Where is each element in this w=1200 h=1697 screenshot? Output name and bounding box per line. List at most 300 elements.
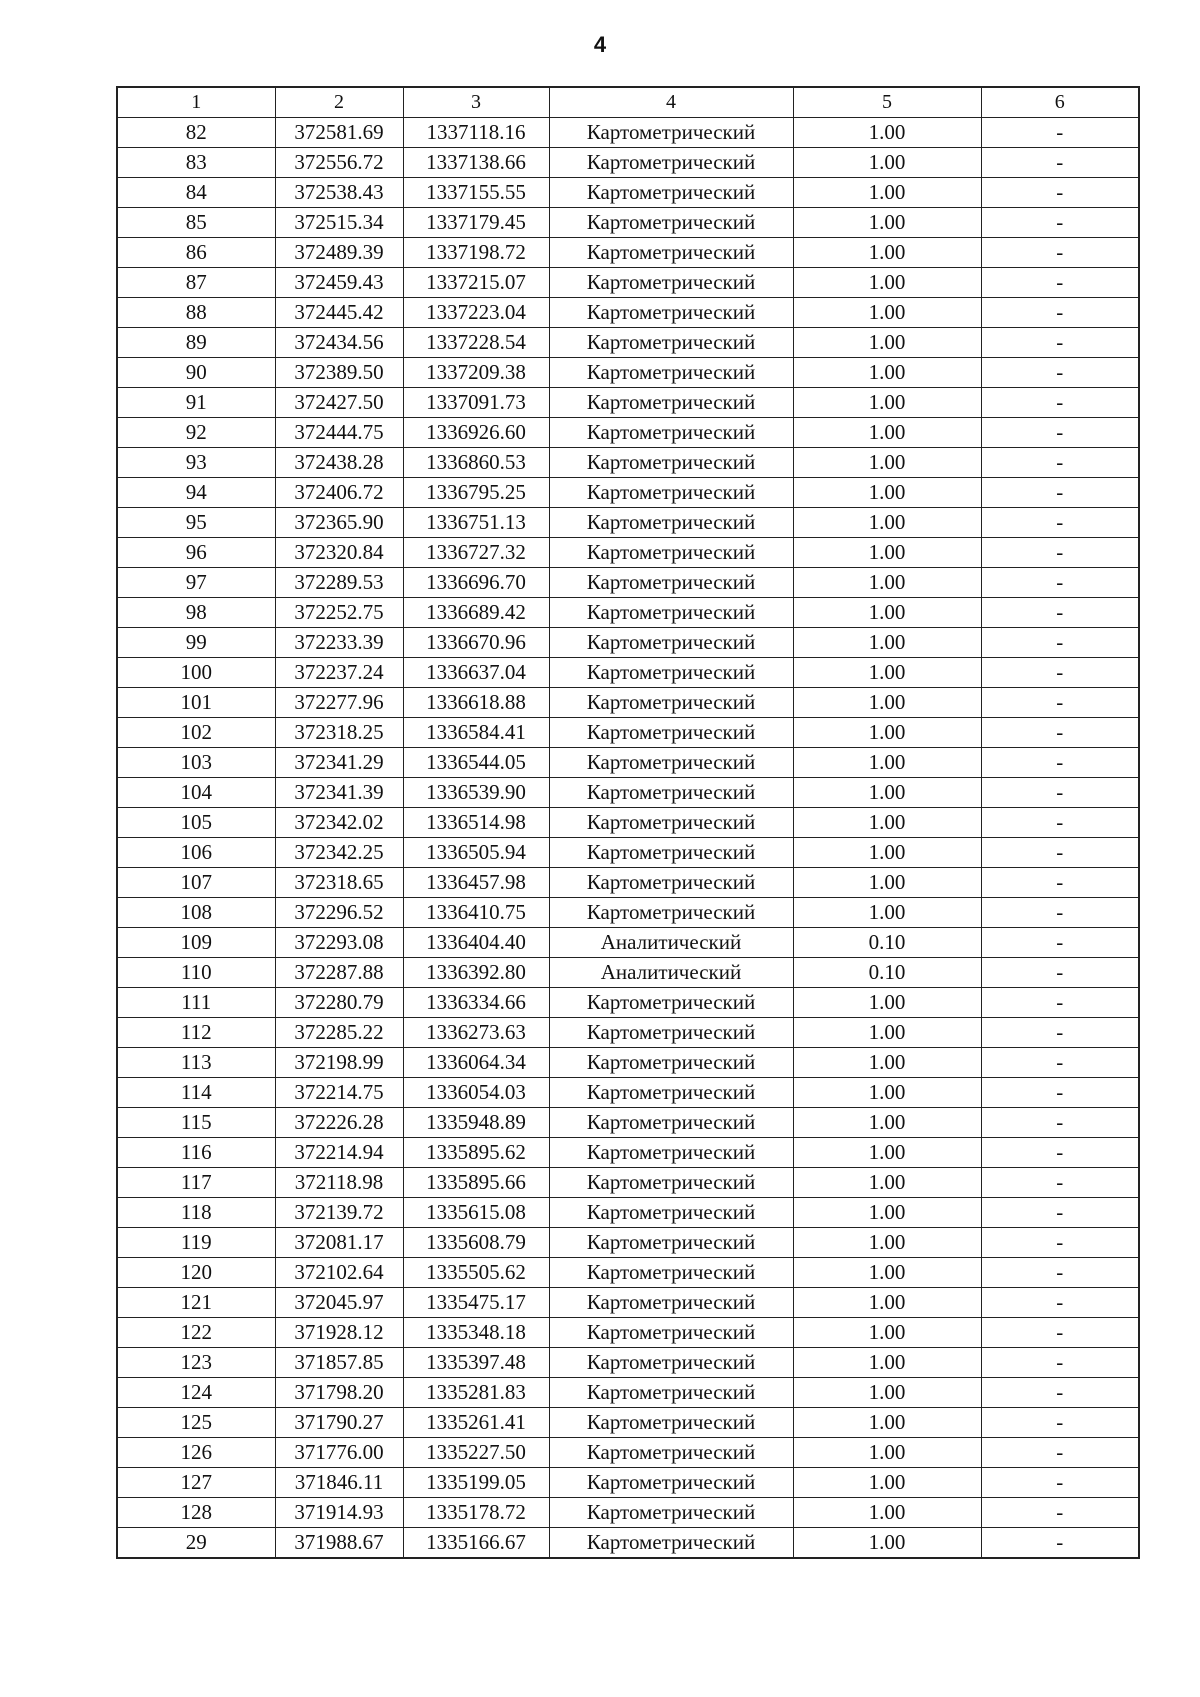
- accuracy-cell: 1.00: [793, 1138, 981, 1168]
- note-cell: -: [981, 208, 1139, 238]
- method-cell: Картометрический: [549, 868, 793, 898]
- y-coordinate-cell: 1335608.79: [403, 1228, 549, 1258]
- table-row: [117, 958, 1139, 988]
- accuracy-cell: 1.00: [793, 358, 981, 388]
- table-row: [117, 1318, 1139, 1348]
- accuracy-cell: 1.00: [793, 538, 981, 568]
- y-coordinate-cell: 1335895.66: [403, 1168, 549, 1198]
- y-coordinate-cell: 1336618.88: [403, 688, 549, 718]
- table-row: [117, 328, 1139, 358]
- y-coordinate-cell: 1336727.32: [403, 538, 549, 568]
- accuracy-cell: 1.00: [793, 238, 981, 268]
- x-coordinate-cell: 371798.20: [275, 1378, 403, 1408]
- x-coordinate-cell: 372081.17: [275, 1228, 403, 1258]
- table-row: [117, 1048, 1139, 1078]
- point-number-cell: 108: [117, 898, 275, 928]
- coordinates-table: [116, 86, 1140, 1559]
- y-coordinate-cell: 1335227.50: [403, 1438, 549, 1468]
- point-number-cell: 105: [117, 808, 275, 838]
- point-number-cell: 86: [117, 238, 275, 268]
- y-coordinate-cell: 1335261.41: [403, 1408, 549, 1438]
- table-row: [117, 238, 1139, 268]
- point-number-cell: 82: [117, 118, 275, 148]
- accuracy-cell: 1.00: [793, 1048, 981, 1078]
- point-number-cell: 87: [117, 268, 275, 298]
- table-row: [117, 1078, 1139, 1108]
- table-row: [117, 988, 1139, 1018]
- method-cell: Картометрический: [549, 1168, 793, 1198]
- table-row: [117, 178, 1139, 208]
- point-number-cell: 98: [117, 598, 275, 628]
- note-cell: -: [981, 838, 1139, 868]
- accuracy-cell: 1.00: [793, 298, 981, 328]
- method-cell: Картометрический: [549, 1438, 793, 1468]
- method-cell: Картометрический: [549, 1288, 793, 1318]
- note-cell: -: [981, 718, 1139, 748]
- point-number-cell: 128: [117, 1498, 275, 1528]
- y-coordinate-cell: 1335281.83: [403, 1378, 549, 1408]
- method-cell: Картометрический: [549, 178, 793, 208]
- x-coordinate-cell: 372118.98: [275, 1168, 403, 1198]
- table-row: [117, 928, 1139, 958]
- accuracy-cell: 1.00: [793, 1198, 981, 1228]
- accuracy-cell: 1.00: [793, 1528, 981, 1559]
- y-coordinate-cell: 1335348.18: [403, 1318, 549, 1348]
- method-cell: Картометрический: [549, 1528, 793, 1559]
- x-coordinate-cell: 372045.97: [275, 1288, 403, 1318]
- note-cell: -: [981, 808, 1139, 838]
- note-cell: -: [981, 868, 1139, 898]
- point-number-cell: 120: [117, 1258, 275, 1288]
- method-cell: Картометрический: [549, 1378, 793, 1408]
- method-cell: Картометрический: [549, 598, 793, 628]
- method-cell: Картометрический: [549, 538, 793, 568]
- x-coordinate-cell: 372444.75: [275, 418, 403, 448]
- accuracy-cell: 0.10: [793, 958, 981, 988]
- method-cell: Картометрический: [549, 1198, 793, 1228]
- note-cell: -: [981, 148, 1139, 178]
- point-number-cell: 29: [117, 1528, 275, 1559]
- point-number-cell: 96: [117, 538, 275, 568]
- y-coordinate-cell: 1336054.03: [403, 1078, 549, 1108]
- point-number-cell: 110: [117, 958, 275, 988]
- x-coordinate-cell: 371914.93: [275, 1498, 403, 1528]
- method-cell: Картометрический: [549, 118, 793, 148]
- method-cell: Картометрический: [549, 1318, 793, 1348]
- method-cell: Картометрический: [549, 1498, 793, 1528]
- column-header: 4: [549, 87, 793, 118]
- note-cell: -: [981, 1078, 1139, 1108]
- table-row: [117, 718, 1139, 748]
- table-row: [117, 538, 1139, 568]
- y-coordinate-cell: 1336926.60: [403, 418, 549, 448]
- note-cell: -: [981, 1258, 1139, 1288]
- method-cell: Картометрический: [549, 1018, 793, 1048]
- point-number-cell: 114: [117, 1078, 275, 1108]
- method-cell: Картометрический: [549, 418, 793, 448]
- accuracy-cell: 1.00: [793, 268, 981, 298]
- x-coordinate-cell: 372280.79: [275, 988, 403, 1018]
- accuracy-cell: 1.00: [793, 1318, 981, 1348]
- y-coordinate-cell: 1335505.62: [403, 1258, 549, 1288]
- note-cell: -: [981, 538, 1139, 568]
- point-number-cell: 121: [117, 1288, 275, 1318]
- note-cell: -: [981, 958, 1139, 988]
- note-cell: -: [981, 928, 1139, 958]
- method-cell: Картометрический: [549, 238, 793, 268]
- column-header: 5: [793, 87, 981, 118]
- x-coordinate-cell: 372318.25: [275, 718, 403, 748]
- method-cell: Картометрический: [549, 568, 793, 598]
- x-coordinate-cell: 372102.64: [275, 1258, 403, 1288]
- x-coordinate-cell: 372289.53: [275, 568, 403, 598]
- y-coordinate-cell: 1336544.05: [403, 748, 549, 778]
- page-number: 4: [593, 32, 607, 57]
- table-body: [117, 118, 1139, 1559]
- y-coordinate-cell: 1335166.67: [403, 1528, 549, 1559]
- point-number-cell: 93: [117, 448, 275, 478]
- table-row: [117, 568, 1139, 598]
- table-row: [117, 628, 1139, 658]
- accuracy-cell: 1.00: [793, 868, 981, 898]
- x-coordinate-cell: 372341.29: [275, 748, 403, 778]
- accuracy-cell: 1.00: [793, 1408, 981, 1438]
- x-coordinate-cell: 372296.52: [275, 898, 403, 928]
- method-cell: Картометрический: [549, 448, 793, 478]
- method-cell: Картометрический: [549, 1348, 793, 1378]
- accuracy-cell: 1.00: [793, 988, 981, 1018]
- point-number-cell: 94: [117, 478, 275, 508]
- x-coordinate-cell: 372233.39: [275, 628, 403, 658]
- y-coordinate-cell: 1335475.17: [403, 1288, 549, 1318]
- x-coordinate-cell: 372139.72: [275, 1198, 403, 1228]
- y-coordinate-cell: 1336514.98: [403, 808, 549, 838]
- point-number-cell: 123: [117, 1348, 275, 1378]
- point-number-cell: 89: [117, 328, 275, 358]
- note-cell: -: [981, 1378, 1139, 1408]
- note-cell: -: [981, 598, 1139, 628]
- x-coordinate-cell: 372427.50: [275, 388, 403, 418]
- table-row: [117, 1348, 1139, 1378]
- table-row: [117, 1288, 1139, 1318]
- accuracy-cell: 1.00: [793, 328, 981, 358]
- accuracy-cell: 1.00: [793, 658, 981, 688]
- y-coordinate-cell: 1337215.07: [403, 268, 549, 298]
- table-row: [117, 208, 1139, 238]
- point-number-cell: 118: [117, 1198, 275, 1228]
- point-number-cell: 106: [117, 838, 275, 868]
- accuracy-cell: 1.00: [793, 148, 981, 178]
- note-cell: -: [981, 298, 1139, 328]
- table-row: [117, 748, 1139, 778]
- accuracy-cell: 1.00: [793, 688, 981, 718]
- y-coordinate-cell: 1335397.48: [403, 1348, 549, 1378]
- point-number-cell: 85: [117, 208, 275, 238]
- accuracy-cell: 1.00: [793, 178, 981, 208]
- method-cell: Картометрический: [549, 508, 793, 538]
- point-number-cell: 83: [117, 148, 275, 178]
- y-coordinate-cell: 1335948.89: [403, 1108, 549, 1138]
- column-header: 6: [981, 87, 1139, 118]
- point-number-cell: 117: [117, 1168, 275, 1198]
- accuracy-cell: 1.00: [793, 838, 981, 868]
- method-cell: Картометрический: [549, 478, 793, 508]
- y-coordinate-cell: 1336064.34: [403, 1048, 549, 1078]
- point-number-cell: 111: [117, 988, 275, 1018]
- y-coordinate-cell: 1337223.04: [403, 298, 549, 328]
- point-number-cell: 127: [117, 1468, 275, 1498]
- method-cell: Аналитический: [549, 928, 793, 958]
- note-cell: -: [981, 1228, 1139, 1258]
- y-coordinate-cell: 1336689.42: [403, 598, 549, 628]
- note-cell: -: [981, 898, 1139, 928]
- x-coordinate-cell: 372342.02: [275, 808, 403, 838]
- table-row: [117, 1198, 1139, 1228]
- method-cell: Картометрический: [549, 358, 793, 388]
- note-cell: -: [981, 328, 1139, 358]
- accuracy-cell: 1.00: [793, 478, 981, 508]
- note-cell: -: [981, 1138, 1139, 1168]
- point-number-cell: 95: [117, 508, 275, 538]
- method-cell: Картометрический: [549, 1258, 793, 1288]
- accuracy-cell: 1.00: [793, 1258, 981, 1288]
- table-row: [117, 508, 1139, 538]
- note-cell: -: [981, 628, 1139, 658]
- table-row: [117, 358, 1139, 388]
- accuracy-cell: 1.00: [793, 628, 981, 658]
- note-cell: -: [981, 988, 1139, 1018]
- x-coordinate-cell: 372287.88: [275, 958, 403, 988]
- column-header: 2: [275, 87, 403, 118]
- note-cell: -: [981, 688, 1139, 718]
- y-coordinate-cell: 1337228.54: [403, 328, 549, 358]
- note-cell: -: [981, 1018, 1139, 1048]
- method-cell: Картометрический: [549, 628, 793, 658]
- table-header-row: [117, 87, 1139, 118]
- point-number-cell: 107: [117, 868, 275, 898]
- point-number-cell: 122: [117, 1318, 275, 1348]
- accuracy-cell: 1.00: [793, 598, 981, 628]
- table-row: [117, 478, 1139, 508]
- note-cell: -: [981, 118, 1139, 148]
- y-coordinate-cell: 1336539.90: [403, 778, 549, 808]
- note-cell: -: [981, 1108, 1139, 1138]
- y-coordinate-cell: 1336457.98: [403, 868, 549, 898]
- table-row: [117, 1528, 1139, 1559]
- note-cell: -: [981, 1318, 1139, 1348]
- accuracy-cell: 1.00: [793, 748, 981, 778]
- table-row: [117, 808, 1139, 838]
- table-row: [117, 1018, 1139, 1048]
- method-cell: Картометрический: [549, 298, 793, 328]
- table-row: [117, 838, 1139, 868]
- accuracy-cell: 1.00: [793, 1438, 981, 1468]
- note-cell: -: [981, 1048, 1139, 1078]
- note-cell: -: [981, 508, 1139, 538]
- note-cell: -: [981, 778, 1139, 808]
- table-row: [117, 118, 1139, 148]
- accuracy-cell: 1.00: [793, 1348, 981, 1378]
- accuracy-cell: 1.00: [793, 508, 981, 538]
- method-cell: Картометрический: [549, 1228, 793, 1258]
- x-coordinate-cell: 372237.24: [275, 658, 403, 688]
- method-cell: Картометрический: [549, 898, 793, 928]
- x-coordinate-cell: 372459.43: [275, 268, 403, 298]
- accuracy-cell: 1.00: [793, 808, 981, 838]
- method-cell: Картометрический: [549, 658, 793, 688]
- note-cell: -: [981, 1408, 1139, 1438]
- method-cell: Картометрический: [549, 268, 793, 298]
- y-coordinate-cell: 1336795.25: [403, 478, 549, 508]
- x-coordinate-cell: 372198.99: [275, 1048, 403, 1078]
- note-cell: -: [981, 178, 1139, 208]
- x-coordinate-cell: 372556.72: [275, 148, 403, 178]
- y-coordinate-cell: 1337209.38: [403, 358, 549, 388]
- accuracy-cell: 1.00: [793, 1288, 981, 1318]
- x-coordinate-cell: 372318.65: [275, 868, 403, 898]
- table-row: [117, 868, 1139, 898]
- y-coordinate-cell: 1336410.75: [403, 898, 549, 928]
- method-cell: Картометрический: [549, 1048, 793, 1078]
- table-row: [117, 268, 1139, 298]
- point-number-cell: 125: [117, 1408, 275, 1438]
- table-row: [117, 1498, 1139, 1528]
- point-number-cell: 92: [117, 418, 275, 448]
- method-cell: Картометрический: [549, 1468, 793, 1498]
- x-coordinate-cell: 372342.25: [275, 838, 403, 868]
- x-coordinate-cell: 371857.85: [275, 1348, 403, 1378]
- accuracy-cell: 0.10: [793, 928, 981, 958]
- x-coordinate-cell: 372226.28: [275, 1108, 403, 1138]
- accuracy-cell: 1.00: [793, 1168, 981, 1198]
- accuracy-cell: 1.00: [793, 1228, 981, 1258]
- y-coordinate-cell: 1337138.66: [403, 148, 549, 178]
- y-coordinate-cell: 1337091.73: [403, 388, 549, 418]
- y-coordinate-cell: 1337155.55: [403, 178, 549, 208]
- accuracy-cell: 1.00: [793, 448, 981, 478]
- note-cell: -: [981, 1468, 1139, 1498]
- table-row: [117, 418, 1139, 448]
- accuracy-cell: 1.00: [793, 1078, 981, 1108]
- table-row: [117, 1258, 1139, 1288]
- y-coordinate-cell: 1336273.63: [403, 1018, 549, 1048]
- table-row: [117, 898, 1139, 928]
- table-row: [117, 448, 1139, 478]
- note-cell: -: [981, 1438, 1139, 1468]
- y-coordinate-cell: 1336404.40: [403, 928, 549, 958]
- note-cell: -: [981, 1288, 1139, 1318]
- point-number-cell: 91: [117, 388, 275, 418]
- note-cell: -: [981, 478, 1139, 508]
- table-row: [117, 1108, 1139, 1138]
- x-coordinate-cell: 372434.56: [275, 328, 403, 358]
- table-row: [117, 1408, 1139, 1438]
- method-cell: Аналитический: [549, 958, 793, 988]
- accuracy-cell: 1.00: [793, 1468, 981, 1498]
- x-coordinate-cell: 372581.69: [275, 118, 403, 148]
- x-coordinate-cell: 371846.11: [275, 1468, 403, 1498]
- table-row: [117, 658, 1139, 688]
- table-row: [117, 1138, 1139, 1168]
- column-header: 3: [403, 87, 549, 118]
- point-number-cell: 116: [117, 1138, 275, 1168]
- table-row: [117, 1378, 1139, 1408]
- point-number-cell: 100: [117, 658, 275, 688]
- x-coordinate-cell: 372489.39: [275, 238, 403, 268]
- note-cell: -: [981, 358, 1139, 388]
- y-coordinate-cell: 1336860.53: [403, 448, 549, 478]
- method-cell: Картометрический: [549, 148, 793, 178]
- y-coordinate-cell: 1336670.96: [403, 628, 549, 658]
- accuracy-cell: 1.00: [793, 718, 981, 748]
- note-cell: -: [981, 268, 1139, 298]
- method-cell: Картометрический: [549, 388, 793, 418]
- accuracy-cell: 1.00: [793, 898, 981, 928]
- y-coordinate-cell: 1336584.41: [403, 718, 549, 748]
- y-coordinate-cell: 1337179.45: [403, 208, 549, 238]
- method-cell: Картометрический: [549, 718, 793, 748]
- point-number-cell: 119: [117, 1228, 275, 1258]
- x-coordinate-cell: 371776.00: [275, 1438, 403, 1468]
- method-cell: Картометрический: [549, 808, 793, 838]
- method-cell: Картометрический: [549, 778, 793, 808]
- accuracy-cell: 1.00: [793, 418, 981, 448]
- y-coordinate-cell: 1336696.70: [403, 568, 549, 598]
- accuracy-cell: 1.00: [793, 1378, 981, 1408]
- accuracy-cell: 1.00: [793, 208, 981, 238]
- accuracy-cell: 1.00: [793, 1018, 981, 1048]
- y-coordinate-cell: 1335178.72: [403, 1498, 549, 1528]
- note-cell: -: [981, 1168, 1139, 1198]
- y-coordinate-cell: 1336751.13: [403, 508, 549, 538]
- point-number-cell: 103: [117, 748, 275, 778]
- table-row: [117, 1168, 1139, 1198]
- method-cell: Картометрический: [549, 688, 793, 718]
- x-coordinate-cell: 372438.28: [275, 448, 403, 478]
- method-cell: Картометрический: [549, 1138, 793, 1168]
- note-cell: -: [981, 388, 1139, 418]
- note-cell: -: [981, 748, 1139, 778]
- method-cell: Картометрический: [549, 1408, 793, 1438]
- table-row: [117, 148, 1139, 178]
- table-row: [117, 298, 1139, 328]
- x-coordinate-cell: 372214.75: [275, 1078, 403, 1108]
- note-cell: -: [981, 1498, 1139, 1528]
- table-row: [117, 598, 1139, 628]
- x-coordinate-cell: 372538.43: [275, 178, 403, 208]
- y-coordinate-cell: 1336505.94: [403, 838, 549, 868]
- x-coordinate-cell: 372389.50: [275, 358, 403, 388]
- method-cell: Картометрический: [549, 988, 793, 1018]
- note-cell: -: [981, 418, 1139, 448]
- note-cell: -: [981, 448, 1139, 478]
- point-number-cell: 113: [117, 1048, 275, 1078]
- table-row: [117, 388, 1139, 418]
- y-coordinate-cell: 1337198.72: [403, 238, 549, 268]
- column-header: 1: [117, 87, 275, 118]
- note-cell: -: [981, 568, 1139, 598]
- point-number-cell: 124: [117, 1378, 275, 1408]
- method-cell: Картометрический: [549, 1108, 793, 1138]
- x-coordinate-cell: 372252.75: [275, 598, 403, 628]
- x-coordinate-cell: 372515.34: [275, 208, 403, 238]
- method-cell: Картометрический: [549, 748, 793, 778]
- point-number-cell: 112: [117, 1018, 275, 1048]
- note-cell: -: [981, 1348, 1139, 1378]
- accuracy-cell: 1.00: [793, 568, 981, 598]
- y-coordinate-cell: 1336334.66: [403, 988, 549, 1018]
- accuracy-cell: 1.00: [793, 1498, 981, 1528]
